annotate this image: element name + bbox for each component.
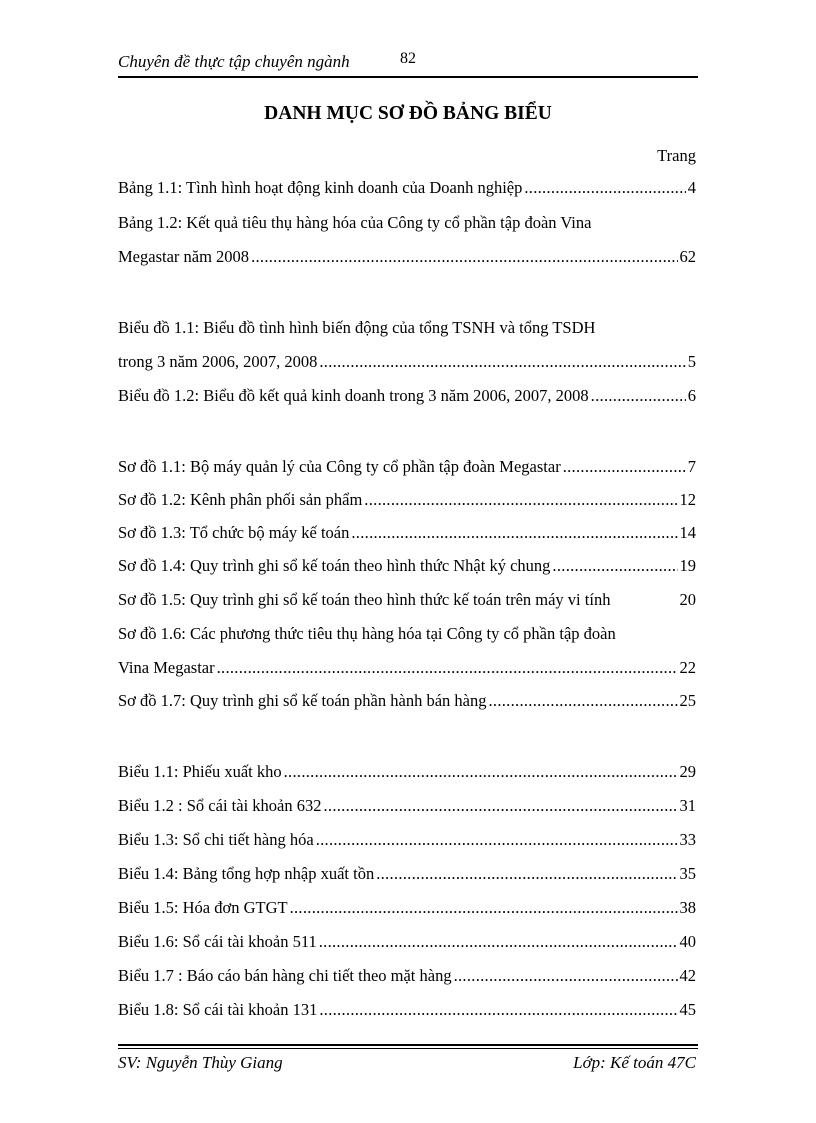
page-title: DANH MỤC SƠ ĐỒ BẢNG BIỂU bbox=[264, 103, 552, 124]
toc-entry-bieu-1-5: Biểu 1.5: Hóa đơn GTGT ..... 38 bbox=[118, 897, 696, 919]
header-title: Chuyên đề thực tập chuyên ngành bbox=[118, 52, 350, 71]
toc-entry-bieu-do-1-2: Biểu đồ 1.2: Biểu đồ kết quả kinh doanh trong 3 năm 2006, 2007, 2008 ..... 6 bbox=[118, 385, 696, 407]
page-header bbox=[118, 50, 698, 76]
toc-page: 62 bbox=[679, 247, 696, 266]
toc-entry-bieu-1-8: Biểu 1.8: Sổ cái tài khoản 131 ..... 45 bbox=[118, 999, 696, 1021]
toc-page: 33 bbox=[679, 830, 696, 849]
toc-page: 5 bbox=[687, 352, 696, 371]
toc-page: 29 bbox=[679, 762, 696, 781]
toc-entry-bang-1-2: Megastar năm 2008 ..... 62 bbox=[118, 246, 696, 268]
toc-entry-so-do-1-3: Sơ đồ 1.3: Tổ chức bộ máy kế toán ..... 14 bbox=[118, 522, 696, 544]
footer-rule-thin bbox=[118, 1048, 698, 1049]
footer-class: Lớp: Kế toán 47C bbox=[573, 1053, 696, 1072]
toc-entry-bang-1-1: Bảng 1.1: Tình hình hoạt động kinh doanh của Doanh nghiệp ..... 4 bbox=[118, 177, 696, 199]
footer-student: SV: Nguyễn Thùy Giang bbox=[118, 1053, 283, 1072]
toc-page: 7 bbox=[687, 457, 696, 476]
header-rule bbox=[118, 76, 698, 78]
toc-entry-so-do-1-1: Sơ đồ 1.1: Bộ máy quản lý của Công ty cổ phần tập đoàn Megastar ..... 7 bbox=[118, 456, 696, 478]
toc-entry-so-do-1-5: Sơ đồ 1.5: Quy trình ghi sổ kế toán theo hình thức kế toán trên máy vi tính 20 bbox=[118, 590, 696, 609]
toc-page: 40 bbox=[679, 932, 696, 951]
toc-entry-bieu-1-6: Biểu 1.6: Sổ cái tài khoản 511 ..... 40 bbox=[118, 931, 696, 953]
toc-entry-bieu-1-7: Biểu 1.7 : Báo cáo bán hàng chi tiết theo mặt hàng ..... 42 bbox=[118, 965, 696, 987]
toc-page: 25 bbox=[679, 691, 696, 710]
toc-entry-bieu-do-1-1: trong 3 năm 2006, 2007, 2008 ..... 5 bbox=[118, 351, 696, 373]
toc-page: 31 bbox=[679, 796, 696, 815]
toc-entry-so-do-1-7: Sơ đồ 1.7: Quy trình ghi sổ kế toán phần hành bán hàng ..... 25 bbox=[118, 690, 696, 712]
toc-entry-so-do-1-4: Sơ đồ 1.4: Quy trình ghi sổ kế toán theo hình thức Nhật ký chung ..... 19 bbox=[118, 555, 696, 577]
toc-entry-so-do-1-6-line1: Sơ đồ 1.6: Các phương thức tiêu thụ hàng hóa tại Công ty cổ phần tập đoàn bbox=[118, 624, 616, 643]
toc-entry-so-do-1-6: Vina Megastar ..... 22 bbox=[118, 657, 696, 679]
toc-page: 12 bbox=[679, 490, 696, 509]
toc-page: 19 bbox=[679, 556, 696, 575]
toc-page: 45 bbox=[679, 1000, 696, 1019]
toc-entry-bieu-1-2: Biểu 1.2 : Sổ cái tài khoản 632 ..... 31 bbox=[118, 795, 696, 817]
header-page-number: 82 bbox=[400, 50, 416, 67]
toc-page: 4 bbox=[687, 178, 696, 197]
toc-page: 42 bbox=[679, 966, 696, 985]
toc-entry-bieu-1-4: Biểu 1.4: Bảng tổng hợp nhập xuất tồn ..... 35 bbox=[118, 863, 696, 885]
toc-entry-bieu-1-3: Biểu 1.3: Sổ chi tiết hàng hóa ..... 33 bbox=[118, 829, 696, 851]
toc-page: 14 bbox=[679, 523, 696, 542]
toc-page: 38 bbox=[679, 898, 696, 917]
toc-entry-bieu-1-1: Biểu 1.1: Phiếu xuất kho ..... 29 bbox=[118, 761, 696, 783]
toc-page: 20 bbox=[679, 590, 696, 609]
toc-entry-bieu-do-1-1-line1: Biểu đồ 1.1: Biểu đồ tình hình biến động của tổng TSNH và tổng TSDH bbox=[118, 318, 596, 337]
toc-page: 6 bbox=[687, 386, 696, 405]
page-column-label: Trang bbox=[657, 146, 696, 165]
toc-page: 22 bbox=[679, 658, 696, 677]
footer-rule-thick bbox=[118, 1044, 698, 1046]
toc-page: 35 bbox=[679, 864, 696, 883]
toc-entry-bang-1-2-line1: Bảng 1.2: Kết quả tiêu thụ hàng hóa của Công ty cổ phần tập đoàn Vina bbox=[118, 213, 592, 232]
toc-entry-so-do-1-2: Sơ đồ 1.2: Kênh phân phối sản phẩm ..... 12 bbox=[118, 489, 696, 511]
